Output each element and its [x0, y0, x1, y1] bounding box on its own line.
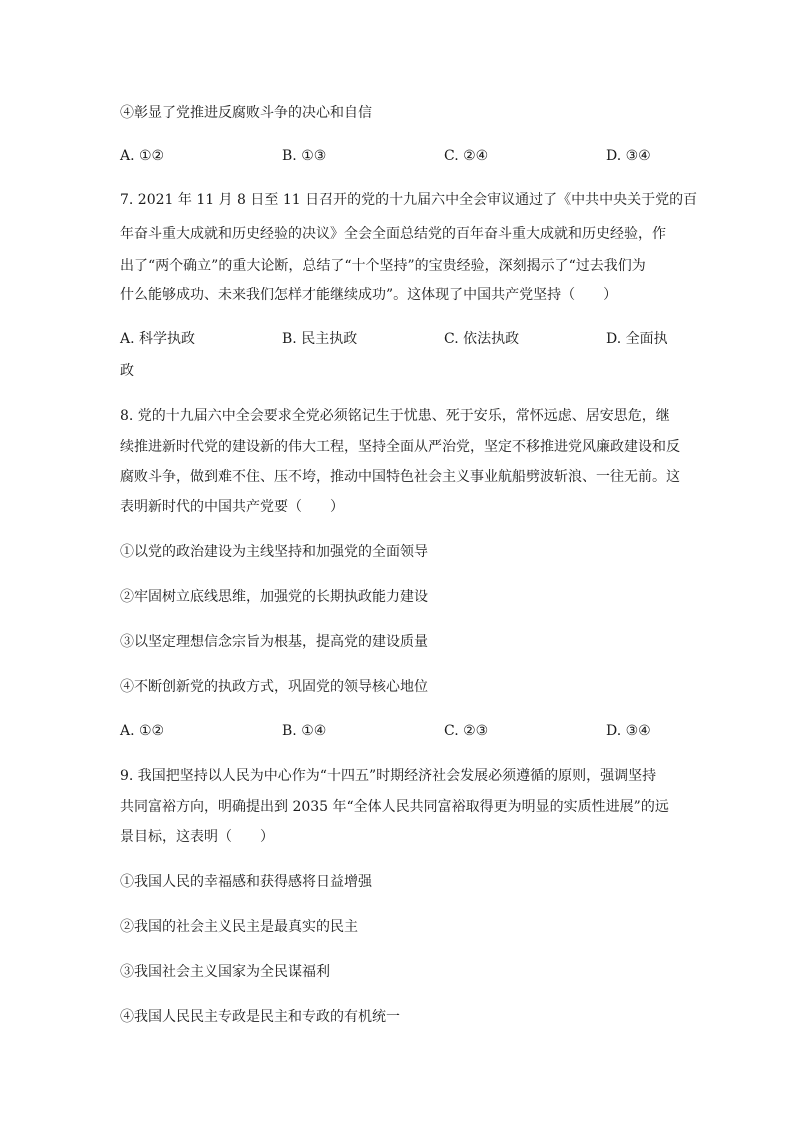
q8-statement-3: ③以坚定理想信念宗旨为根基，提高党的建设质量 [120, 634, 428, 650]
q9-line-3: 景目标，这表明（ ） [120, 829, 274, 845]
q8-statement-4: ④不断创新党的执政方式，巩固党的领导核心地位 [120, 679, 428, 695]
q7-line-4: 什么能够成功、未来我们怎样才能继续成功”。这体现了中国共产党坚持（ ） [120, 287, 618, 303]
option-a: A. 科学执政 [120, 331, 196, 347]
options-row-q8 [120, 721, 680, 741]
option-b: B. ①③ [282, 148, 327, 164]
q7-line-3: 出了“两个确立”的重大论断，总结了“十个坚持”的宝贵经验，深刻揭示了“过去我们为 [120, 258, 646, 274]
statement-4: ④彰显了党推进反腐败斗争的决心和自信 [120, 105, 372, 121]
option-d: D. ③④ [606, 148, 651, 164]
option-b: B. 民主执政 [282, 331, 358, 347]
q9-statement-3: ③我国社会主义国家为全民谋福利 [120, 964, 330, 980]
q8-line-3: 腐败斗争，做到难不住、压不垮，推动中国特色社会主义事业航船劈波斩浪、一往无前。这 [120, 469, 680, 485]
options-row-q7 [120, 329, 680, 349]
option-d: D. 全面执 [606, 331, 668, 347]
q9-statement-1: ①我国人民的幸福感和获得感将日益增强 [120, 874, 372, 890]
option-d: D. ③④ [606, 723, 651, 739]
q9-statement-4: ④我国人民民主专政是民主和专政的有机统一 [120, 1009, 400, 1025]
q8-line-4: 表明新时代的中国共产党要（ ） [120, 499, 344, 515]
q8-line-1: 8. 党的十九届六中全会要求全党必须铭记生于忧患、死于安乐，常怀远虑、居安思危，继 [120, 408, 670, 424]
options-row-prev [120, 146, 680, 166]
q9-line-2: 共同富裕方向，明确提出到 2035 年“全体人民共同富裕取得更为明显的实质性进展”的远 [120, 799, 669, 815]
q8-line-2: 续推进新时代党的建设新的伟大工程，坚持全面从严治党，坚定不移推进党风廉政建设和反 [120, 439, 680, 455]
option-c: C. ②④ [444, 148, 489, 164]
option-b: B. ①④ [282, 723, 327, 739]
q9-statement-2: ②我国的社会主义民主是最真实的民主 [120, 919, 358, 935]
q8-statement-1: ①以党的政治建设为主线坚持和加强党的全面领导 [120, 544, 428, 560]
option-c: C. 依法执政 [444, 331, 520, 347]
q7-option-wrap: 政 [120, 363, 134, 379]
q7-line-2: 年奋斗重大成就和历史经验的决议》全会全面总结党的百年奋斗重大成就和历史经验，作 [120, 226, 666, 242]
option-a: A. ①② [120, 148, 165, 164]
q9-line-1: 9. 我国把坚持以人民为中心作为“十四五”时期经济社会发展必须遵循的原则，强调坚持 [120, 768, 657, 784]
q8-statement-2: ②牢固树立底线思维，加强党的长期执政能力建设 [120, 589, 428, 605]
q7-line-1: 7. 2021 年 11 月 8 日至 11 日召开的党的十九届六中全会审议通过了《中共中央关于党的百 [120, 192, 698, 208]
option-c: C. ②③ [444, 723, 489, 739]
option-a: A. ①② [120, 723, 165, 739]
